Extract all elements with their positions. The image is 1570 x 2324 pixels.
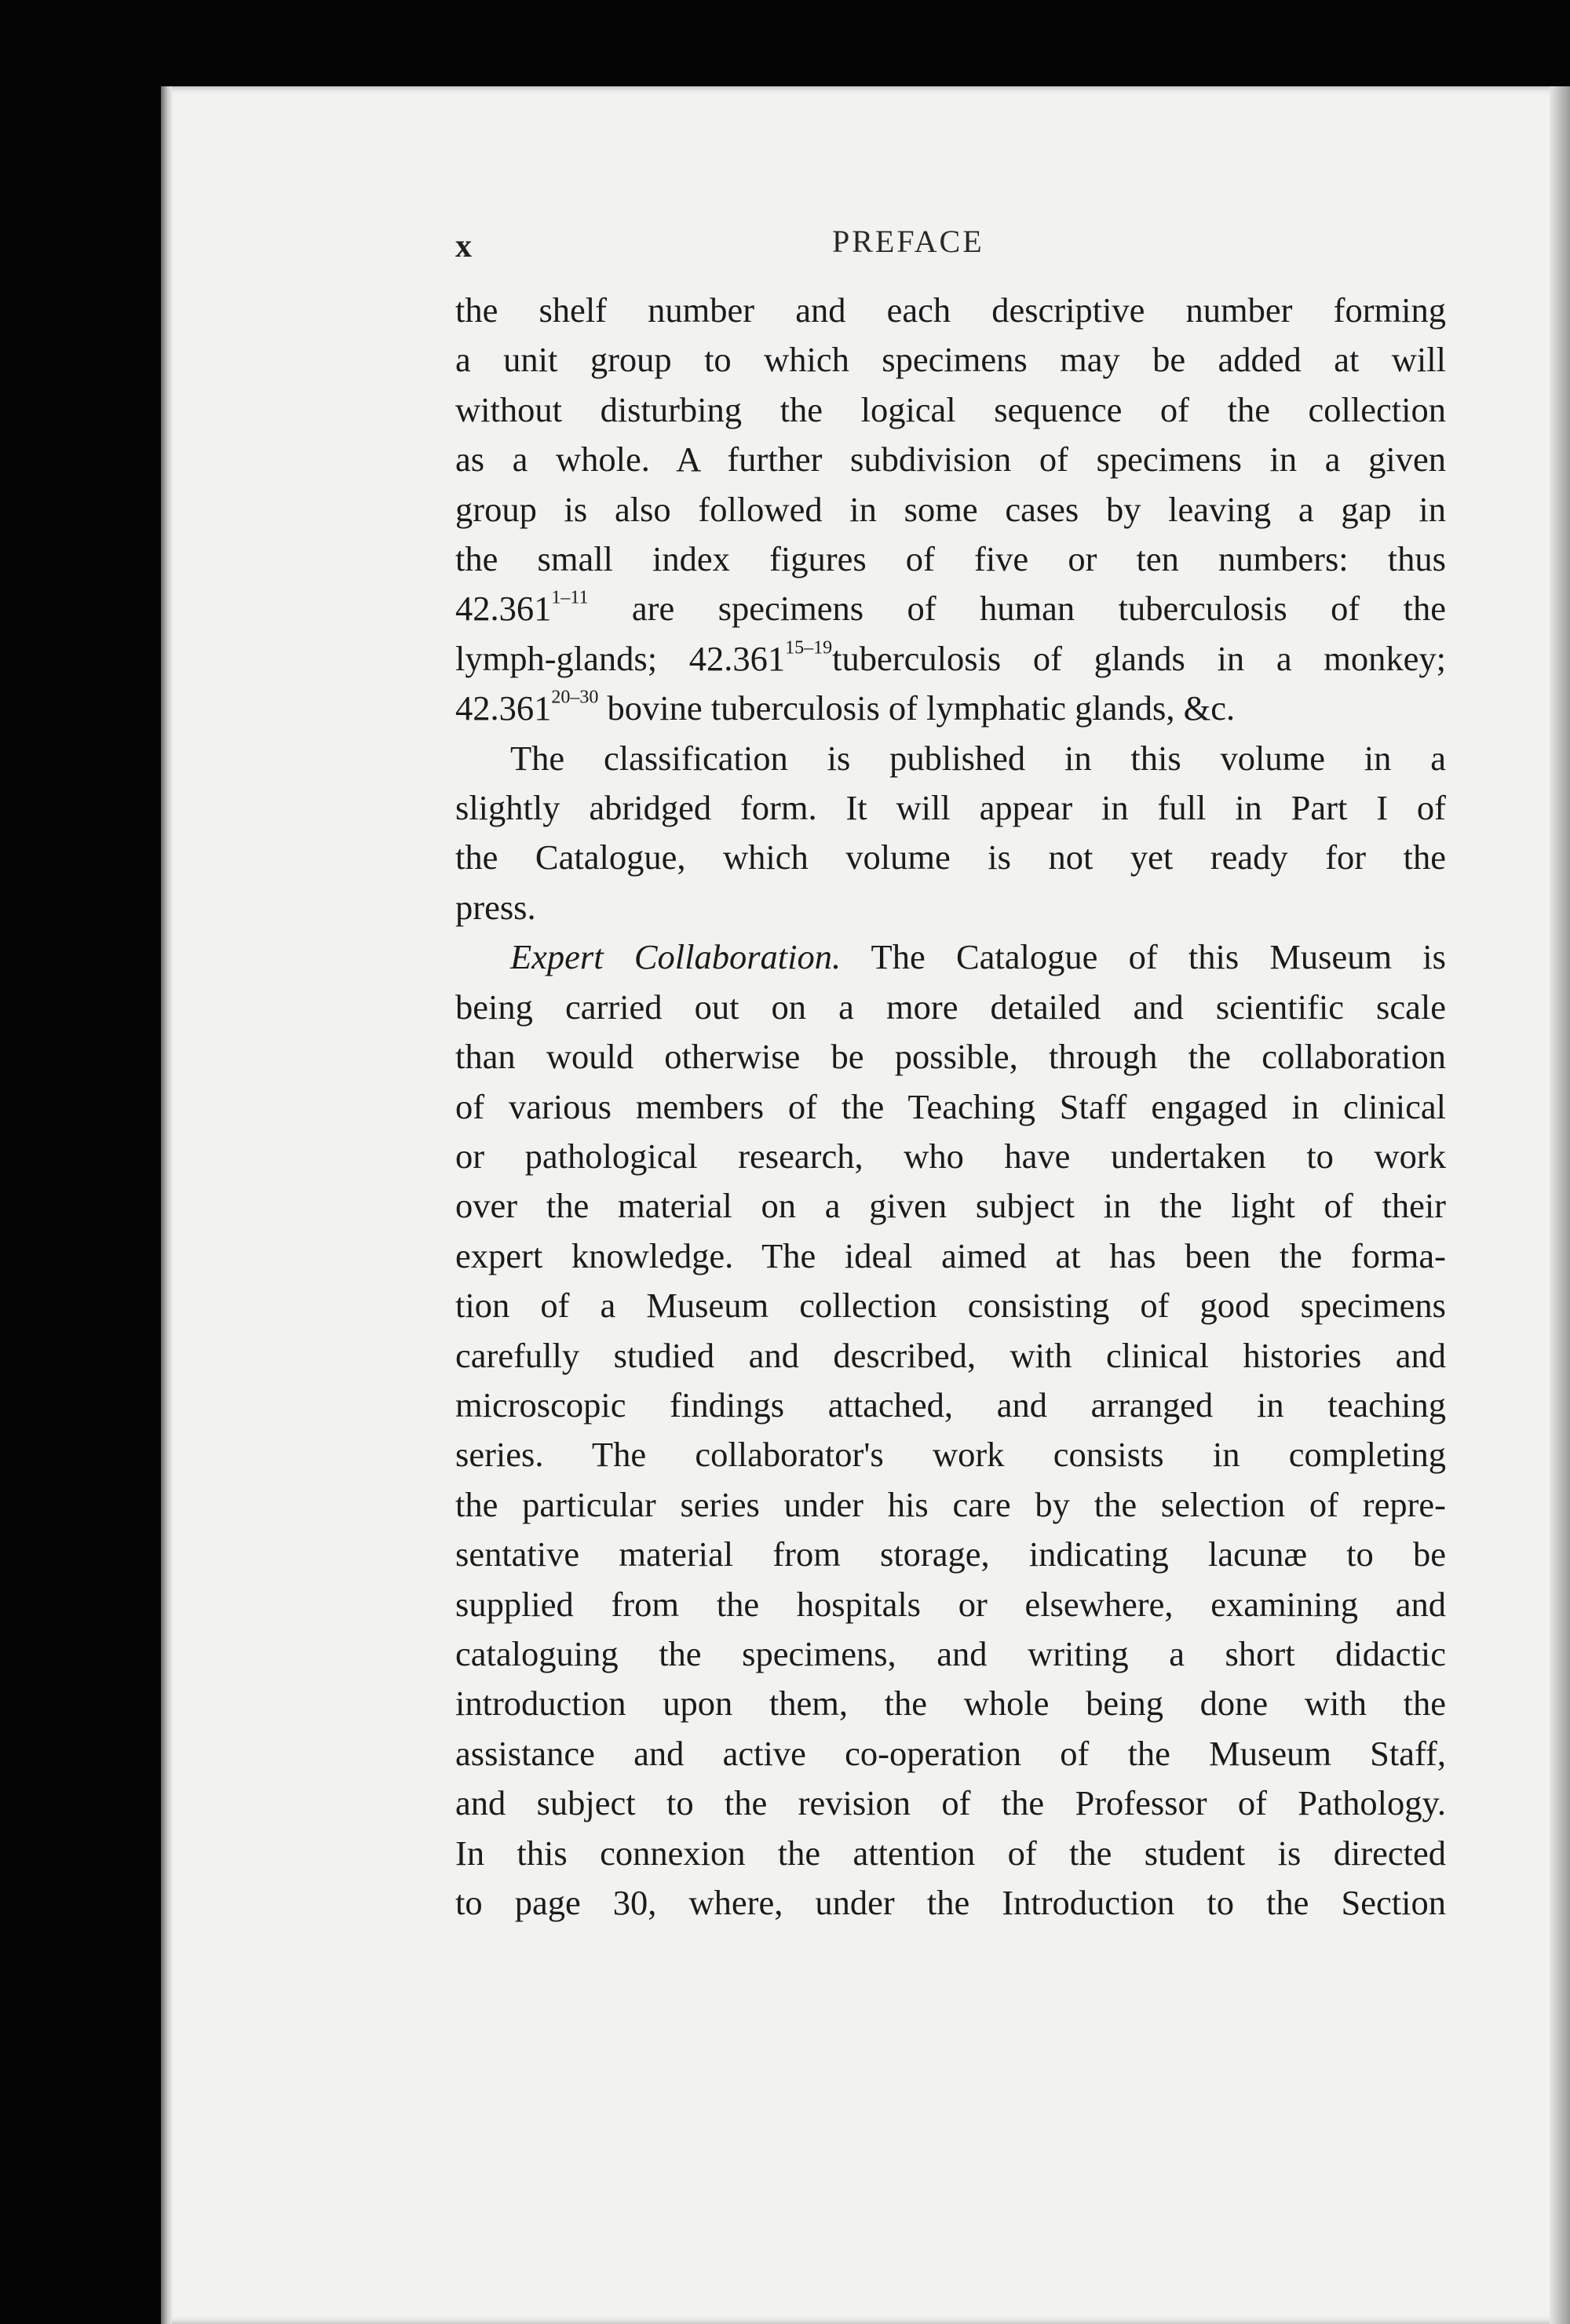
text-line: a unit group to which specimens may be added at will [455, 340, 1446, 380]
text-line: The classification is published in this volume in a [510, 738, 1446, 778]
text-line: the small index figures of five or ten numbers: thus [455, 539, 1446, 579]
text-line: introduction upon them, the whole being done with the [455, 1684, 1446, 1724]
line-text: are specimens of human tuberculosis of the [588, 589, 1446, 629]
text-line: as a whole. A further subdivision of specimens in a given [455, 440, 1446, 480]
text-line: the Catalogue, which volume is not yet ready for the [455, 837, 1446, 877]
text-line [455, 684, 1446, 733]
text-line: the particular series under his care by the selection of repre- [455, 1484, 1446, 1524]
text-line: series. The collaborator's work consists in completing [455, 1435, 1446, 1475]
text-line: cataloguing the specimens, and writing a short didactic [455, 1633, 1446, 1673]
text-line: of various members of the Teaching Staff engaged in clinical [455, 1086, 1446, 1126]
line-text: lymph-glands; 42.361 [455, 638, 786, 678]
paragraph-3 [455, 932, 1446, 1928]
text-line: microscopic findings attached, and arranged in teaching [455, 1385, 1446, 1425]
page-gutter-shadow [161, 86, 172, 2324]
line-text: tuberculosis of glands in a monkey; [832, 638, 1446, 678]
page-number: x [455, 228, 472, 265]
index-figures: 15–19 [785, 637, 833, 659]
text-line: tion of a Museum collection consisting of good specimens [455, 1286, 1446, 1326]
text-line [455, 932, 1446, 982]
index-figures: 20–30 [551, 687, 599, 708]
text-line: carefully studied and described, with clinical histories and [455, 1335, 1446, 1375]
index-figures: 1–11 [551, 587, 589, 608]
specimen-number: 42.361 [455, 589, 552, 629]
text-line: assistance and active co-operation of the Museum Staff, [455, 1733, 1446, 1773]
text-line: In this connexion the attention of the student is directed [455, 1833, 1446, 1873]
text-line [455, 584, 1446, 633]
text-line: without disturbing the logical sequence of the collection [455, 389, 1446, 429]
text-line: press. [455, 887, 536, 927]
text-line [455, 634, 1446, 684]
text-line: and subject to the revision of the Professor of Pathology. [455, 1783, 1446, 1823]
text-line: slightly abridged form. It will appear in full in Part I of [455, 788, 1446, 828]
text-line: expert knowledge. The ideal aimed at has been the forma- [455, 1235, 1446, 1275]
body-text [455, 286, 1446, 1928]
running-head: PREFACE [832, 224, 984, 259]
page-header [455, 224, 1444, 267]
line-text: bovine tuberculosis of lymphatic glands, &c. [598, 688, 1236, 728]
text-line: to page 30, where, under the Introduction to the Section [455, 1883, 1446, 1922]
text-line: the shelf number and each descriptive number forming [455, 290, 1446, 330]
text-line: than would otherwise be possible, through the collaboration [455, 1037, 1446, 1077]
page-edge-shadow [1550, 86, 1570, 2324]
text-line: sentative material from storage, indicating lacunæ to be [455, 1534, 1446, 1574]
line-text: The Catalogue of this Museum is [841, 937, 1446, 977]
paragraph-1 [455, 286, 1446, 734]
section-heading: Expert Collaboration. [510, 937, 842, 977]
text-line: group is also followed in some cases by leaving a gap in [455, 489, 1446, 529]
text-line: or pathological research, who have undertaken to work [455, 1136, 1446, 1176]
text-line: supplied from the hospitals or elsewhere, examining and [455, 1584, 1446, 1624]
text-line: being carried out on a more detailed and scientific scale [455, 987, 1446, 1027]
text-line: over the material on a given subject in the light of their [455, 1186, 1446, 1226]
specimen-number: 42.361 [455, 688, 552, 728]
paragraph-2 [455, 734, 1446, 933]
